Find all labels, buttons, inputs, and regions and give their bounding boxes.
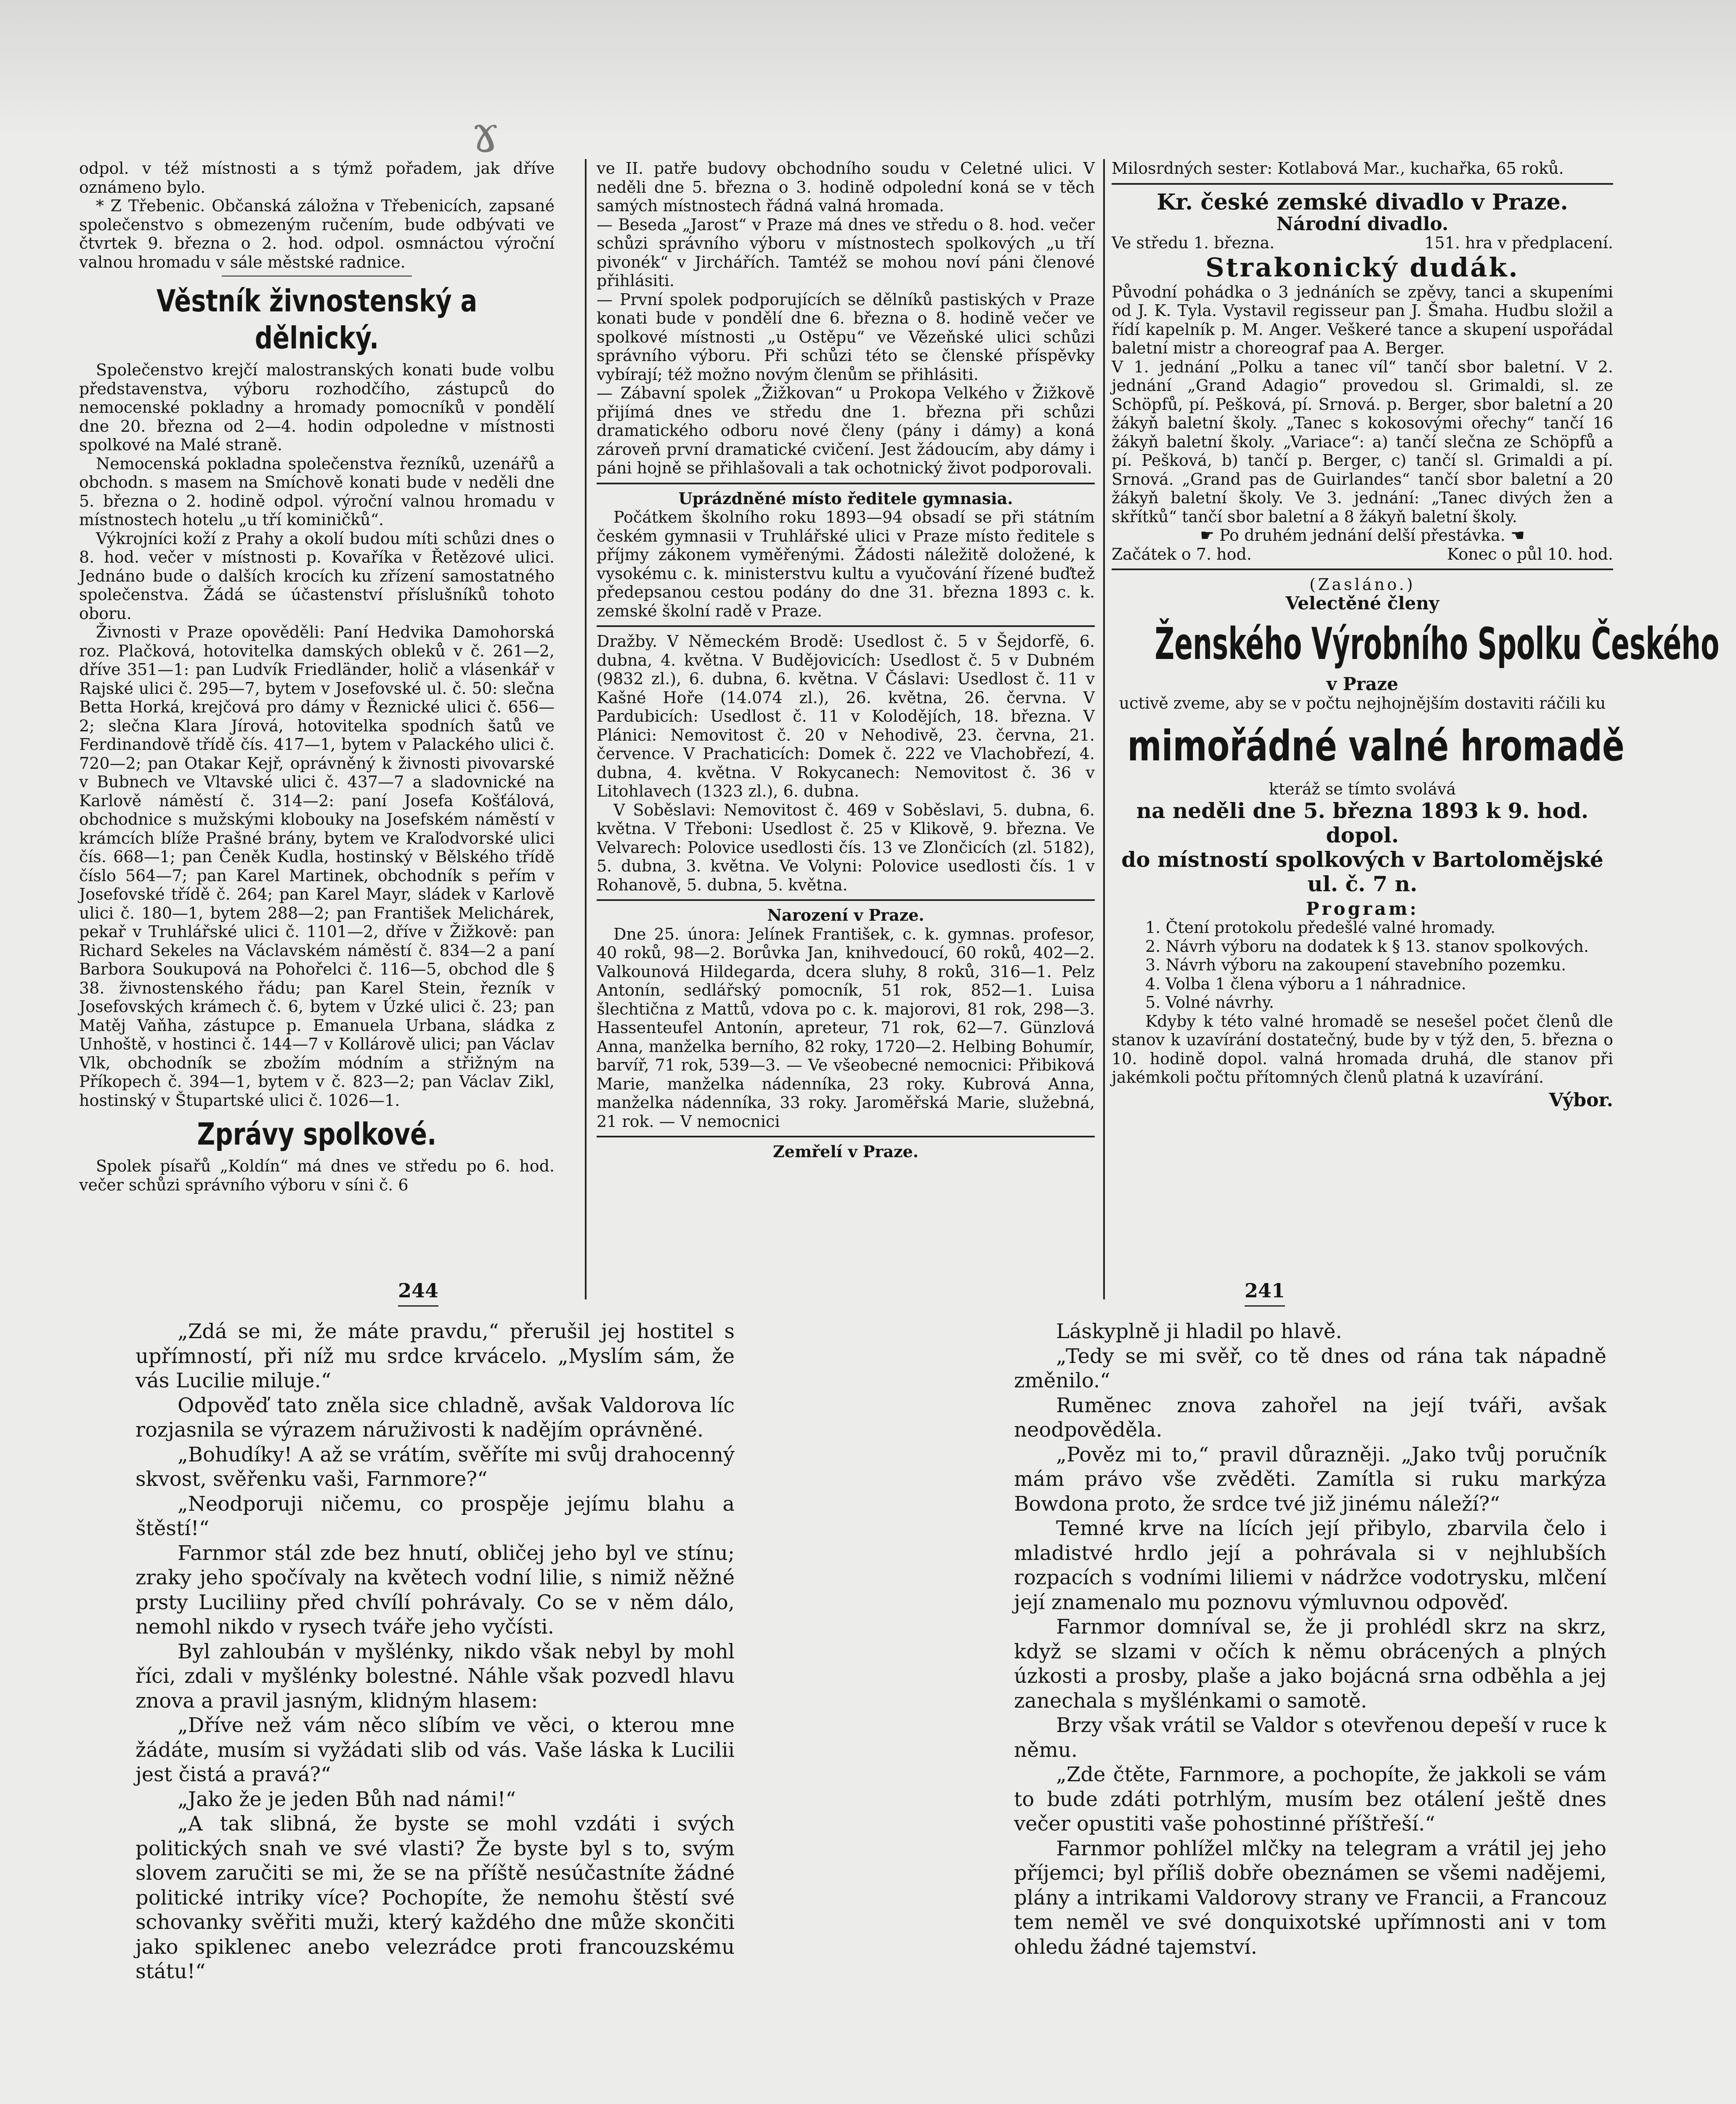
subscription-number: 151. hra v předplacení. <box>1424 234 1613 252</box>
story-paragraph: „Neodporuji ničemu, co prospěje jejímu blahu a štěstí!“ <box>135 1492 735 1540</box>
story-paragraph: Byl zahloubán v myšlénky, nikdo však nebyl by mohl říci, zdali v myšlénky bolestné. Náhle však pozvedl hlavu znova a pravil jasným, klidným hlasem: <box>135 1639 735 1713</box>
article-text: Původní pohádka o 3 jednáních se zpěvy, tanci a skupeními od J. K. Tyla. Vystavil regisseur pan J. Šmaha. Hudbu složil a řídí kapelník p. M. Anger. Veškeré tance a skupení uspořádal baletní mistr a choreograf paa A. Berger. <box>1112 282 1613 357</box>
article-text: Kdyby k této valné hromadě se nesešel počet členů dle stanov k uzavírání dostatečný, bude by v týž den, 5. března o 10. hodině dopol. valná hromada druhá, dle stanov při jakémkoli počtu přítomných členů platná k uzavírání. <box>1112 1012 1613 1087</box>
newspaper-column-2 <box>597 159 1095 1161</box>
story-page-left <box>135 1319 735 1984</box>
story-paragraph: „Zdá se mi, že máte pravdu,“ přerušil jej hostitel s upřímností, při níž mu srdce krvácelo. „Myslím sám, že vás Lucilie miluje.“ <box>135 1320 735 1392</box>
theatre-subtitle: Národní divadlo. <box>1276 213 1449 235</box>
article-text: Spolek písařů „Koldín“ má dnes ve středu po 6. hod. večer schůzi správního výboru v síni č. 6 <box>79 1157 555 1194</box>
hand-pointer-icon: ☚ <box>1505 526 1525 545</box>
story-paragraph: „Bohudíky! A až se vrátím, svěříte mi svůj drahocenný skvost, svěřenku vaši, Farnmore?“ <box>135 1443 735 1491</box>
article-text: V 1. jednání „Polku a tanec víl“ tančí sbor baletní. V 2. jednání „Grand Adagio“ provedou sl. Grimaldi, sl. ze Schöpfů, pí. Pešková, pí. Srnová. p. Berger, sbor baletní a 20 žákyň baletní školy. „Tanec s kokosovými ořechy“ tančí 16 žákyň baletní školy. „Variace“: a) tančí slečna ze Schöpfů a pí. Pešková, b) tančí p. Berger, c) tančí sl. Grimaldi a pí. Srnová. „Grand pas de Guirlandes“ tančí sbor baletní a 20 žákyň baletní školy. Ve 3. jednání: „Tanec divých žen a skřítků“ tančí sbor baletní a 8 žákyň baletní školy. <box>1112 357 1613 526</box>
divider <box>1112 183 1613 185</box>
story-paragraph: „Jako že je jeden Bůh nad námi!“ <box>178 1787 516 1811</box>
intermission-text: Po druhém jednání delší přestávka. <box>1219 526 1505 545</box>
program-item: 3. Návrh výboru na zakoupení stavebního pozemku. <box>1145 956 1566 974</box>
notice-heading: Zemřelí v Praze. <box>773 1142 918 1161</box>
article-text: Živnosti v Praze opověděli: Paní Hedvika Damohorská roz. Plačková, hotovitelka damských obleků v č. 261—2, dříve 351—1: pan Ludvík Friedländer, holič a vlásenkář v Rajské ulici č. 295—7, bytem v Josefovské ul. č. 50: slečna Betta Horká, krejčová pro dámy v Řeznické ulici č. 656—2; slečna Klara Jírová, hotovitelka spodních šatů ve Ferdinandově třídě čís. 417—1, bytem v Palackého ulici č. 720—2; pan Otakar Kejř, oprávněný k živnosti pivovarské v Bubnech ve Vltavské ulici č. 437—7 a sladovnické na Karlově náměstí č. 314—2: paní Josefa Košťálová, obchodnice s mužskými klobouky na Josefském náměstí v krámcích blíže Prašné brány, bytem ve Kraľodvorské ulici čís. 668—1; pan Čeněk Kudla, hostinský v Bělského třídě číslo 564—7; pan Karel Martinek, obchodník s peřím v Josefovské třídě č. 264; pan Karel Mayr, sládek v Karlově ulici č. 180—1, bytem 288—2; pan František Melichárek, pekař v Truhlářské ulici č. 1101—2, dříve v Žižkově: pan Richard Sekeles na Václavském náměstí č. 834—2 a paní Barbora Soukupová na Pohořelci č. 116—5, obchod dle § 38. živnostenského řádu; pan Karel Stein, řezník v Josefovských krámech č. 6, bytem v Úzké ulici č. 23; pan Matěj Vaňha, zástupce p. Emanuela Urbana, sládka z Unhoště, v hostinci č. 144—7 v Kollárově ulici; pan Václav Vlk, obchodník se zbožím módním a střižným na Příkopech č. 394—1, bytem v č. 823—2; pan Václav Zikl, hostinský v Štupartské ulici č. 1026—1. <box>79 623 555 1110</box>
start-time: Začátek o 7. hod. <box>1112 545 1252 563</box>
program-heading: Program: <box>1306 898 1419 919</box>
article-text: — Beseda „Jarost“ v Praze má dnes ve středu o 8. hod. večer schůzi správního výboru v místnostech spolkových „u tří pivonék“ v Jirchářích. Tamtéž se mohou noví páni členové přihlásiti. <box>597 215 1095 290</box>
meeting-title: mimořádné valné hromadě <box>1127 721 1625 770</box>
intermission-note <box>1112 526 1613 545</box>
article-text: ve II. patře budovy obchodního soudu v Celetné ulici. V neděli dne 5. března o 3. hodině odpolední koná se v těch samých místnostech řádná valná hromada. <box>597 159 1095 215</box>
story-paragraph: „Dříve než vám něco slíbím ve věci, o kterou mne žádáte, musím si vyžádati slib od vás. Vaše láska k Lucilii jest čistá a pravá?“ <box>135 1713 735 1786</box>
article-text: Milosrdných sester: Kotlabová Mar., kuchařka, 65 roků. <box>1112 159 1564 178</box>
program-item: 4. Volba 1 člena výboru a 1 náhradnice. <box>1145 974 1466 993</box>
story-paragraph: „Zde čtěte, Farnmore, a pochopíte, že jakkoli se vám to bude zdáti potrhlým, musím bez otálení ještě dnes večer opustiti vaše pohostinné příštřeší.“ <box>1014 1763 1606 1836</box>
meeting-place: do místností spolkových v Bartolomějské ul. č. 7 n. <box>1121 847 1603 896</box>
article-text: Dražby. V Německém Brodě: Usedlost č. 5 v Šejdorfě, 6. dubna, 4. května. V Budějovicích: Usedlost č. 5 v Dubném (9832 zl.), 6. dubna, 6. května. V Čáslavi: Usedlost č. 11 v Kašné Hoře (14.074 zl.), 26. května, 26. června. V Pardubicích: Usedlost č. 11 v Kolodějích, 18. března. V Plánici: Nemovitost č. 20 v Nehodivě, 23. června, 21. července. V Prachaticích: Domek č. 222 ve Vlachobřezí, 4. dubna, 4. května. V Rokycanech: Nemovitost č. 36 v Litohlavech (1323 zl.), 6. dubna. <box>597 632 1095 800</box>
meeting-date: na neděli dne 5. března 1893 k 9. hod. dopol. <box>1136 798 1589 847</box>
organization-name: Ženského Výrobního Spolku Českého <box>1155 618 1720 669</box>
story-paragraph: Rumĕnec znova zahořel na její tváři, avšak neodpověděla. <box>1014 1393 1606 1442</box>
signature: Výbor. <box>1549 1089 1613 1111</box>
city-line: v Praze <box>1326 674 1399 694</box>
theatre-title: Kr. české zemské divadlo v Praze. <box>1157 189 1568 215</box>
story-paragraph: Láskyplně ji hladil po hlavě. <box>1056 1320 1342 1343</box>
story-paragraph: „A tak slibná, že byste se mohl vzdáti i svých politických snah ve své vlasti? Že byste byl s to, svým slovem zaručiti se mi, že se na příště nesúčastníte žádné politické intriky více? Pochopíte, že nemohu štěstí své schovanky svěřiti muži, který každého dne může skončiti jako spiklenec anebo velezrádce proti francouzskému státu!“ <box>135 1812 735 1983</box>
column-rule <box>1103 159 1105 1299</box>
end-time: Konec o půl 10. hod. <box>1447 545 1613 563</box>
article-text: — První spolek podporujících se dělníků pastiských v Praze konati bude v pondělí dne 6. března o 8. hodině večer ve spolkové místnosti „u Ostěpu“ ve Vězeňské ulici schůzi správního výboru. Při schůzi této se členské příspěvky vybírají; též možno novým členům se přihlásiti. <box>597 290 1095 384</box>
article-text: Výkrojníci koží z Prahy a okolí budou míti schůzi dnes o 8. hod. večer v místnosti p. Kovaříka v Řetězové ulici. Jednáno bude o dalších krocích ku zřízení samostatného společenstva. Žádá se účastenství příslušníků tohoto oboru. <box>79 529 555 623</box>
performance-date-row <box>1112 234 1613 252</box>
story-paragraph: Farnmor pohlížel mlčky na telegram a vrátil jej jeho příjemci; byl příliš dobře obeznámen se všemi nadějemi, plány a intrikami Valdorovy strany ve Francii, a Francouz tem neměl ve své donquixotské upřímnosti ani v tom ohledu žádné tajemství. <box>1014 1836 1606 1959</box>
program-item: 5. Volné návrhy. <box>1145 993 1274 1012</box>
page-number-left: 244 <box>398 1279 438 1307</box>
divider <box>1112 569 1613 570</box>
program-item: 1. Čtení protokolu předešlé valné hromady. <box>1145 918 1496 937</box>
article-text: V Soběslavi: Nemovitost č. 469 v Soběslavi, 5. dubna, 6. května. V Třeboni: Usedlost č. 25 v Klikově, 9. března. Ve Velvarech: Polovice usedlosti čís. 13 ve Zlončicích (zl. 5182), 5. dubna, 3. května. Ve Volyni: Polovice usedlosti čís. 1 v Rohanově, 5. dubna, 5. května. <box>597 800 1095 894</box>
story-paragraph: „Tedy se mi svěř, co tě dnes od rána tak nápadně změnilo.“ <box>1014 1344 1606 1392</box>
divider <box>597 899 1095 901</box>
page-number-right: 241 <box>1245 1279 1285 1307</box>
story-paragraph: Farnmor domníval se, že ji prohlédl skrz na skrz, když se slzami v očích k němu obrácených a plných úzkosti a prosby, plaše a jako bojácná srna odběhla a jej zanechala s myšlénkami o samotě. <box>1014 1615 1606 1713</box>
performance-date: Ve středu 1. března. <box>1112 234 1275 252</box>
section-heading: Zprávy spolkové. <box>197 1116 437 1152</box>
play-title: Strakonický dudák. <box>1205 252 1519 283</box>
story-paragraph: Odpověď tato zněla sice chladně, avšak Valdorova líc rozjasnila se výrazem náruživosti k nadějím oprávněné. <box>135 1393 735 1442</box>
newspaper-column-1 <box>79 159 555 1194</box>
story-paragraph: Brzy však vrátil se Valdor s otevřenou depeší v ruce k němu. <box>1014 1713 1606 1762</box>
zaslano-label: (Zasláno.) <box>1309 575 1415 594</box>
newspaper-column-3 <box>1112 159 1720 1111</box>
article-text: — Zábavní spolek „Žižkovan“ u Prokopa Velkého v Žižkově přijímá dnes ve středu dne 1. března při schůzi dramatického odboru nové členy (pány i dámy) a koná zároveň první dramatické cvičení. Jest žádoucím, aby dámy i páni hojně se přihlašovali a tak ochotnický život podporovali. <box>597 384 1095 477</box>
notice-heading: Uprázdněné místo ředitele gymnasia. <box>678 489 1013 508</box>
column-rule <box>585 159 587 1299</box>
article-text: Společenstvo krejčí malostranských konati bude volbu představenstva, výboru rozhodčího, zástupců do nemocenské pokladny a hromady pomocníků v pondělí dne 20. března od 2—4. hodin odpoledne v místnosti spolkové na Malé straně. <box>79 361 555 454</box>
hand-pointer-icon: ☛ <box>1200 526 1220 545</box>
scan-top-margin <box>0 0 1736 139</box>
invite-text: uctivě zveme, aby se v počtu nejhojnějším dostaviti ráčili ku <box>1119 693 1606 712</box>
notice-heading: Narození v Praze. <box>767 906 924 924</box>
story-paragraph: Farnmor stál zde bez hnutí, obličej jeho byl ve stínu; zraky jeho spočívaly na květech vodní lilie, s nimiž něžné prsty Luciliiny před chvílí pohrávaly. Co se v něm dálo, nemohl nikdo v rysech tváře jeho vyčísti. <box>135 1541 735 1639</box>
called-text: kteráž se tímto svolává <box>1269 780 1456 798</box>
pencil-mark: ɤ <box>471 105 500 164</box>
divider <box>597 483 1095 484</box>
story-paragraph: Temné krve na lících její přibylo, zbarvila čelo i mladistvé hrdlo její a pohrávala si v nejhlubších rozpacích s vodními liliemi v nádržce vodotrysku, mlčení její znamenalo mu poznovu výmluvnou odpověď. <box>1014 1517 1606 1614</box>
time-row <box>1112 545 1613 564</box>
article-text: Dne 25. února: Jelínek František, c. k. gymnas. profesor, 40 roků, 98—2. Borůvka Jan, knihvedoucí, 60 roků, 402—2. Valkounová Hildegarda, dcera sluhy, 8 roků, 316—1. Pelz Antonín, sedlářský pomocník, 51 rok, 852—1. Luisa šlechtična z Mattů, vdova po c. k. majorovi, 81 rok, 298—3. Hassenteufel Antonín, apreteur, 71 rok, 62—7. Günzlová Anna, manželka berního, 82 roky, 1720—2. Helbing Bohumír, barvíř, 71 rok, 539—3. — Ve všeobecné nemocnici: Přibiková Marie, manželka nádenníka, 23 roky. Kubrová Anna, manželka nádenníka, 33 roky. Jaroměřská Marie, služebná, 21 rok. — V nemocnici <box>597 924 1095 1131</box>
article-text: * Z Třebenic. Občanská záložna v Třebenicích, zapsané společenstvo s obmezeným ručením, bude odbývati ve čtvrtek 9. března o 2. hod. odpol. osmnáctou výroční valnou hromadu v sále městské radnice. <box>79 197 555 271</box>
article-text: Nemocenská pokladna společenstva řezníků, uzenářů a obchodn. s masem na Smíchově konati bude v neděli dne 5. března o 2. hodině odpol. výroční valnou hromadu v místnostech hotelu „u tří kominičků“. <box>79 454 555 529</box>
section-heading: Věstník živnostenský a dělnický. <box>156 283 478 356</box>
divider <box>597 1136 1095 1137</box>
story-page-right <box>1014 1319 1606 1959</box>
article-text: Počátkem školního roku 1893—94 obsadí se při státním českém gymnasii v Truhlářské ulici v Praze místo ředitele s příjmy zákonem vyměřenými. Žádosti náležitě doložené, k vysokému c. k. ministerstvu kultu a vyučování řízené buďtež předepsanou cestou podány do dne 31. března 1893 c. k. zemské školní radě v Praze. <box>597 508 1095 620</box>
members-line: Velectěné členy <box>1285 592 1439 614</box>
article-text: odpol. v též místnosti a s týmž pořadem, jak dříve oznámeno bylo. <box>79 159 555 197</box>
story-paragraph: „Pověz mi to,“ pravil důrazněji. „Jako tvůj poručník mám právo vše zvěděti. Zamítla si ruku markýza Bowdona proto, že srdce tvé již jinému náleží?“ <box>1014 1443 1606 1516</box>
divider <box>597 625 1095 627</box>
program-item: 2. Návrh výboru na dodatek k § 13. stanov spolkových. <box>1145 937 1589 956</box>
